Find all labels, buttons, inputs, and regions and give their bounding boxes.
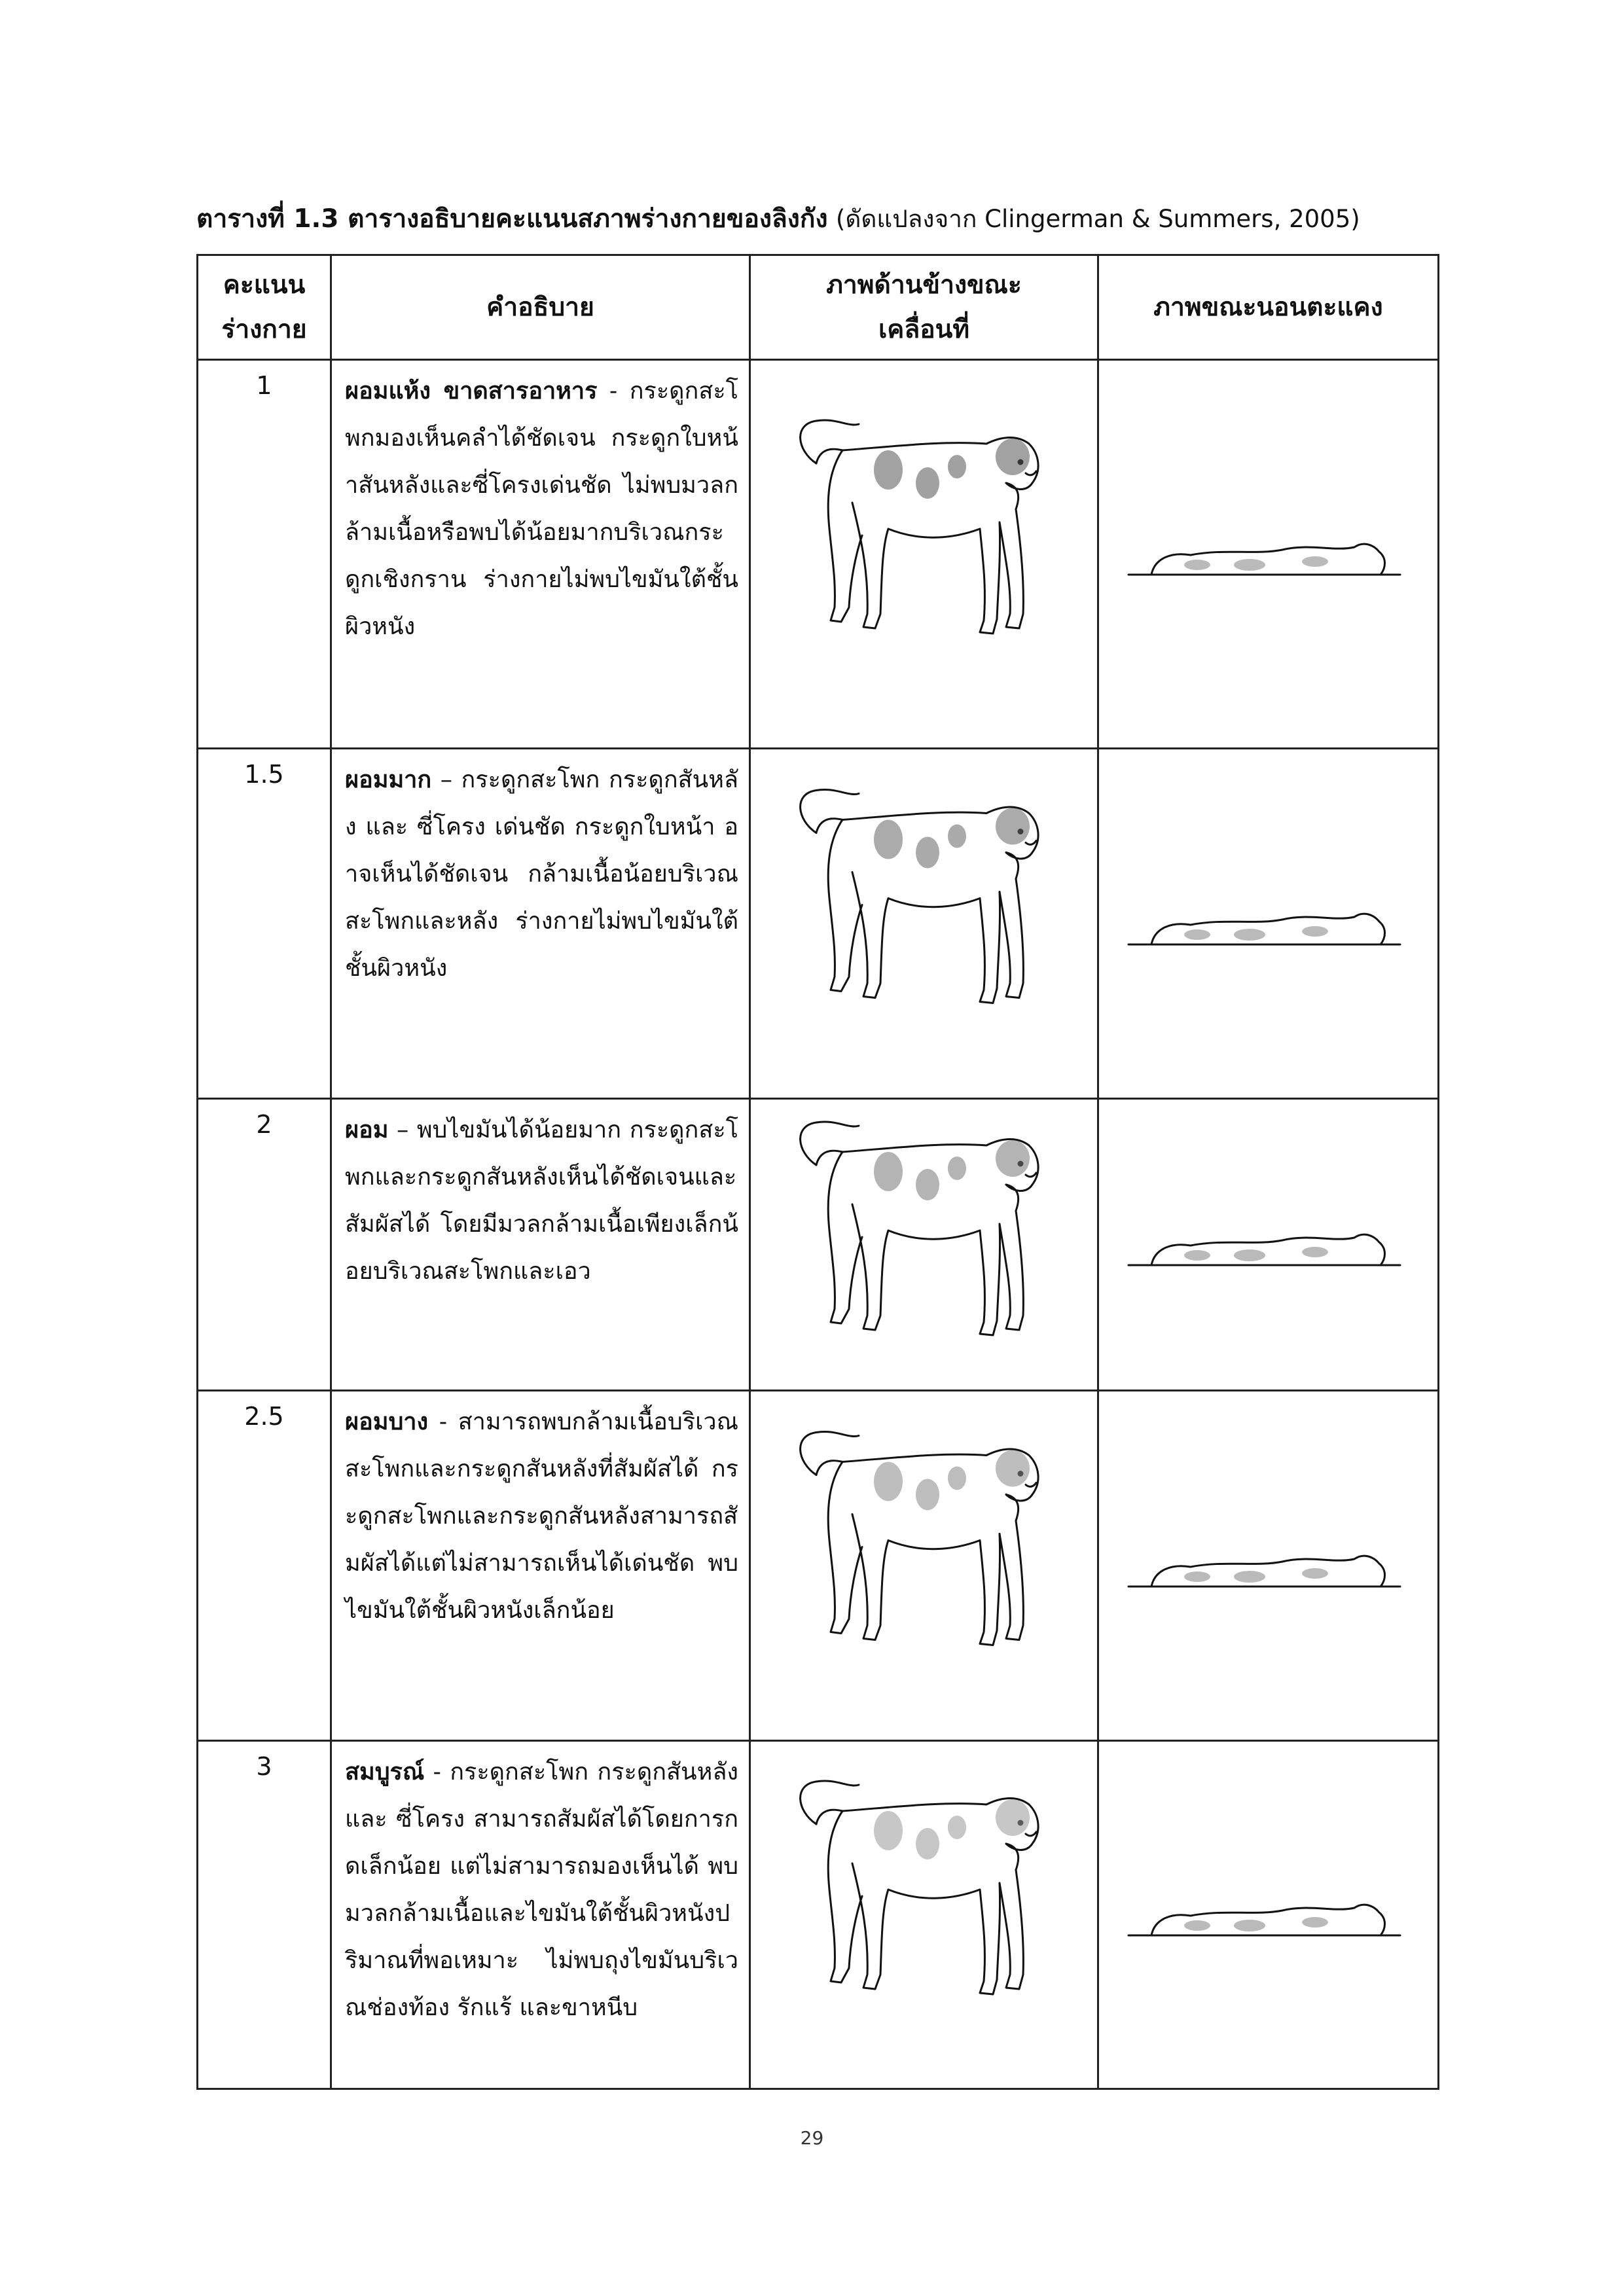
side-view-cell [750,1391,1098,1741]
side-view-cell [750,1741,1098,2089]
condition-level: สมบูรณ์ [345,1758,425,1785]
description-cell [331,1099,750,1391]
score-cell: 2 [198,1099,331,1391]
monkey-lying-silhouette-icon [1099,749,1439,1100]
condition-description: – พบไขมันได้น้อยมาก กระดูกสะโพกและกระดูกสันหลังเห็นได้ชัดเจนและสัมผัสได้ โดยมีมวลกล้ามเนื้อเพียงเล็กน้อยบริเวณสะโพกและเอว [345,1117,738,1285]
table-caption [196,200,1440,239]
score-cell: 1.5 [198,749,331,1099]
monkey-lying-silhouette-icon [1099,1742,1439,2090]
monkey-walking-side-view-icon [751,1100,1099,1391]
score-cell: 1 [198,360,331,749]
monkey-lying-silhouette-icon [1099,1100,1439,1391]
header-lying-view: ภาพขณะนอนตะแคง [1098,255,1439,360]
condition-description: - กระดูกสะโพกมองเห็นคลำได้ชัดเจน กระดูกใบหน้าสันหลังและซี่โครงเด่นชัด ไม่พบมวลกล้ามเนื้อหรือพบได้น้อยมากบริเวณกระดูกเชิงกราน ร่างกายไม่พบไขมันใต้ชั้นผิวหนัง [345,378,739,640]
side-view-cell [750,749,1098,1099]
header-side-view: ภาพด้านข้างขณะเคลื่อนที่ [750,255,1098,360]
condition-level: ผอม [345,1116,389,1143]
header-score: คะแนนร่างกาย [198,255,331,360]
monkey-walking-side-view-icon [751,361,1099,749]
caption-source: (ดัดแปลงจาก Clingerman & Summers, 2005) [835,205,1360,233]
lying-view-cell [1098,1741,1439,2089]
condition-level: ผอมแห้ง ขาดสารอาหาร [345,377,598,404]
description-cell [331,360,750,749]
table-row [198,1391,1439,1741]
score-cell: 2.5 [198,1391,331,1741]
monkey-walking-side-view-icon [751,1391,1099,1742]
condition-description: - กระดูกสะโพก กระดูกสันหลัง และ ซี่โครง สามารถสัมผัสได้โดยการกดเล็กน้อย แต่ไม่สามารถมองเห็นได้ พบมวลกล้ามเนื้อและไขมันใต้ชั้นผิวหนังปริมาณที่พอเหมาะ ไม่พบถุงไขมันบริเวณช่องท้อง รักแร้ และขาหนีบ [345,1759,738,2021]
condition-level: ผอมมาก [345,766,432,793]
description-cell [331,1741,750,2089]
side-view-cell [750,1099,1098,1391]
table-header-row [198,255,1439,360]
condition-description: - สามารถพบกล้ามเนื้อบริเวณสะโพกและกระดูกสันหลังที่สัมผัสได้ กระดูกสะโพกและกระดูกสันหลังสามารถสัมผัสได้แต่ไม่สามารถเห็นได้เด่นชัด พบไขมันใต้ชั้นผิวหนังเล็กน้อย [345,1408,738,1624]
table-row [198,1099,1439,1391]
lying-view-cell [1098,749,1439,1099]
header-description: คำอธิบาย [331,255,750,360]
condition-level: ผอมบาง [345,1408,429,1435]
table-row [198,360,1439,749]
score-cell: 3 [198,1741,331,2089]
monkey-lying-silhouette-icon [1099,361,1439,749]
condition-description: – กระดูกสะโพก กระดูกสันหลัง และ ซี่โครง เด่นชัด กระดูกใบหน้า อาจเห็นได้ชัดเจน กล้ามเนื้อน้อยบริเวณสะโพกและหลัง ร่างกายไม่พบไขมันใต้ชั้นผิวหนัง [345,766,738,982]
monkey-walking-side-view-icon [751,1742,1099,2090]
lying-view-cell [1098,1391,1439,1741]
lying-view-cell [1098,1099,1439,1391]
monkey-walking-side-view-icon [751,749,1099,1100]
description-cell [331,1391,750,1741]
body-condition-table [196,254,1439,2090]
table-row [198,749,1439,1099]
lying-view-cell [1098,360,1439,749]
description-cell [331,749,750,1099]
monkey-lying-silhouette-icon [1099,1391,1439,1742]
page-number: 29 [800,2127,824,2149]
side-view-cell [750,360,1098,749]
table-row [198,1741,1439,2089]
caption-label: ตารางที่ 1.3 ตารางอธิบายคะแนนสภาพร่างกายของลิงกัง [196,204,828,234]
